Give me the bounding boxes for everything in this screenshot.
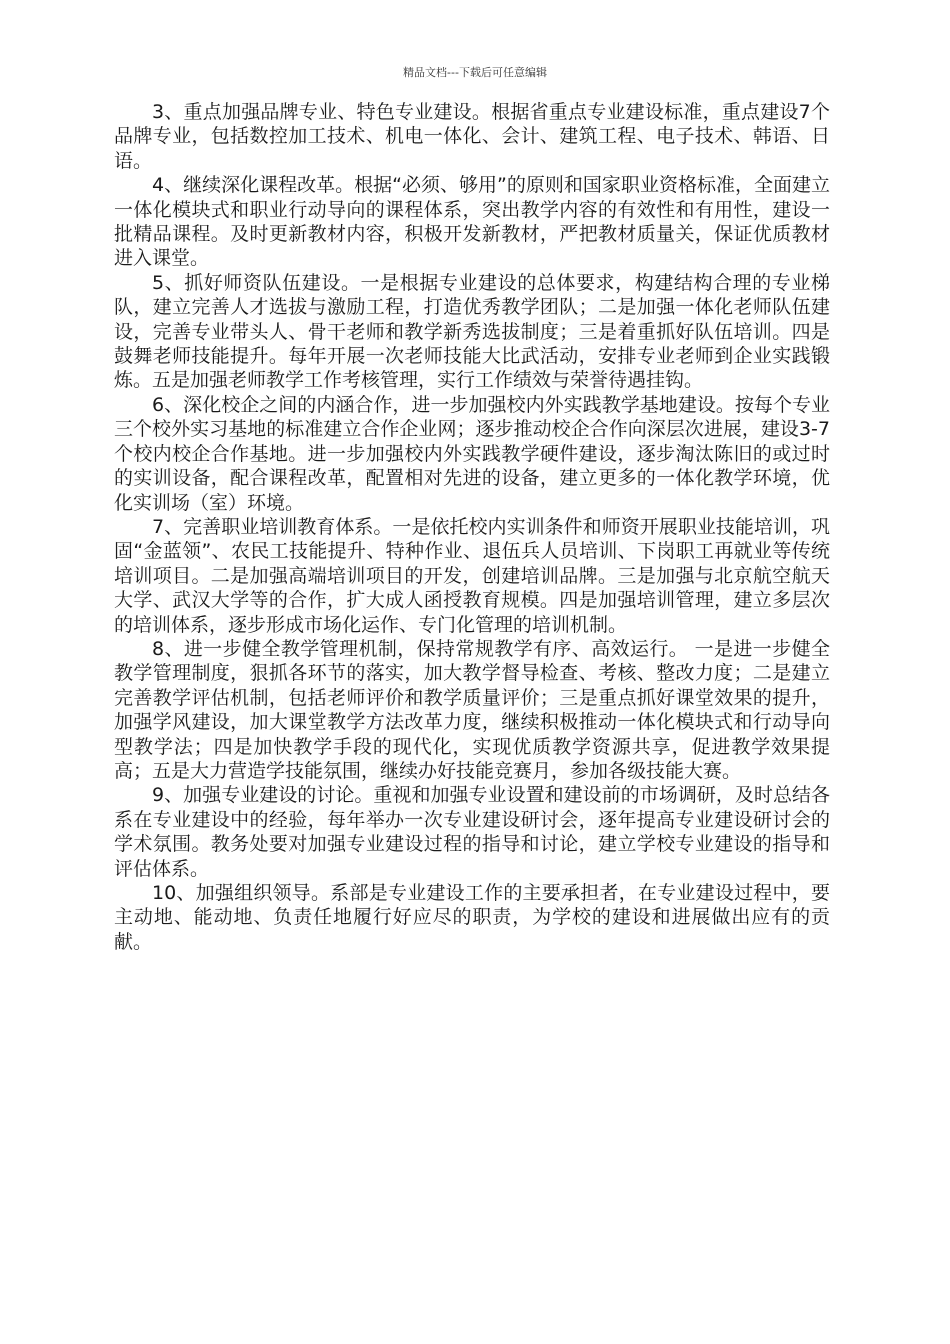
paragraph-item-5: 5、抓好师资队伍建设。一是根据专业建设的总体要求，构建结构合理的专业梯队，建立完善人才选拔与激励工程，打造优秀教学团队；二是加强一体化老师队伍建设，完善专业带头人、骨干老师和教学新秀选拔制度；三是着重抓好队伍培训。四是鼓舞老师技能提升。每年开展一次老师技能大比武活动，安排专业老师到企业实践锻炼。五是加强老师教学工作考核管理，实行工作绩效与荣誉待遇挂钩。 [114, 271, 830, 392]
paragraph-item-6: 6、深化校企之间的内涵合作，进一步加强校内外实践教学基地建设。按每个专业三个校外实习基地的标准建立合作企业网；逐步推动校企合作向深层次进展，建设3-7个校内校企合作基地。进一步加强校内外实践教学硬件建设，逐步淘汰陈旧的或过时的实训设备，配合课程改革，配置相对先进的设备，建立更多的一体化教学环境，优化实训场（室）环境。 [114, 393, 830, 514]
paragraph-item-10: 10、加强组织领导。系部是专业建设工作的主要承担者，在专业建设过程中，要主动地、能动地、负责任地履行好应尽的职责，为学校的建设和进展做出应有的贡献。 [114, 882, 830, 953]
document-body [114, 100, 830, 954]
page-header: 精品文档---下载后可任意编辑 [403, 66, 547, 79]
paragraph-item-7: 7、完善职业培训教育体系。一是依托校内实训条件和师资开展职业技能培训，巩固“金蓝领”、农民工技能提升、特种作业、退伍兵人员培训、下岗职工再就业等传统培训项目。二是加强高端培训项目的开发，创建培训品牌。三是加强与北京航空航天大学、武汉大学等的合作，扩大成人函授教育规模。四是加强培训管理，建立多层次的培训体系，逐步形成市场化运作、专门化管理的培训机制。 [114, 515, 830, 636]
paragraph-item-9: 9、加强专业建设的讨论。重视和加强专业设置和建设前的市场调研，及时总结各系在专业建设中的经验，每年举办一次专业建设研讨会，逐年提高专业建设研讨会的学术氛围。教务处要对加强专业建设过程的指导和讨论，建立学校专业建设的指导和评估体系。 [114, 784, 830, 880]
paragraph-item-3: 3、重点加强品牌专业、特色专业建设。根据省重点专业建设标准，重点建设7个品牌专业，包括数控加工技术、机电一体化、会计、建筑工程、电子技术、韩语、日语。 [114, 101, 830, 172]
paragraph-item-4: 4、继续深化课程改革。根据“必须、够用”的原则和国家职业资格标准，全面建立一体化模块式和职业行动导向的课程体系，突出教学内容的有效性和有用性，建设一批精品课程。及时更新教材内容，积极开发新教材，严把教材质量关，保证优质教材进入课堂。 [114, 174, 830, 270]
paragraph-item-8: 8、进一步健全教学管理机制，保持常规教学有序、高效运行。 一是进一步健全教学管理制度，狠抓各环节的落实，加大教学督导检查、考核、整改力度；二是建立完善教学评估机制，包括老师评价和教学质量评价；三是重点抓好课堂效果的提升，加强学风建设，加大课堂教学方法改革力度，继续积极推动一体化模块式和行动导向型教学法；四是加快教学手段的现代化，实现优质教学资源共享，促进教学效果提高；五是大力营造学技能氛围，继续办好技能竞赛月，参加各级技能大赛。 [114, 637, 830, 782]
